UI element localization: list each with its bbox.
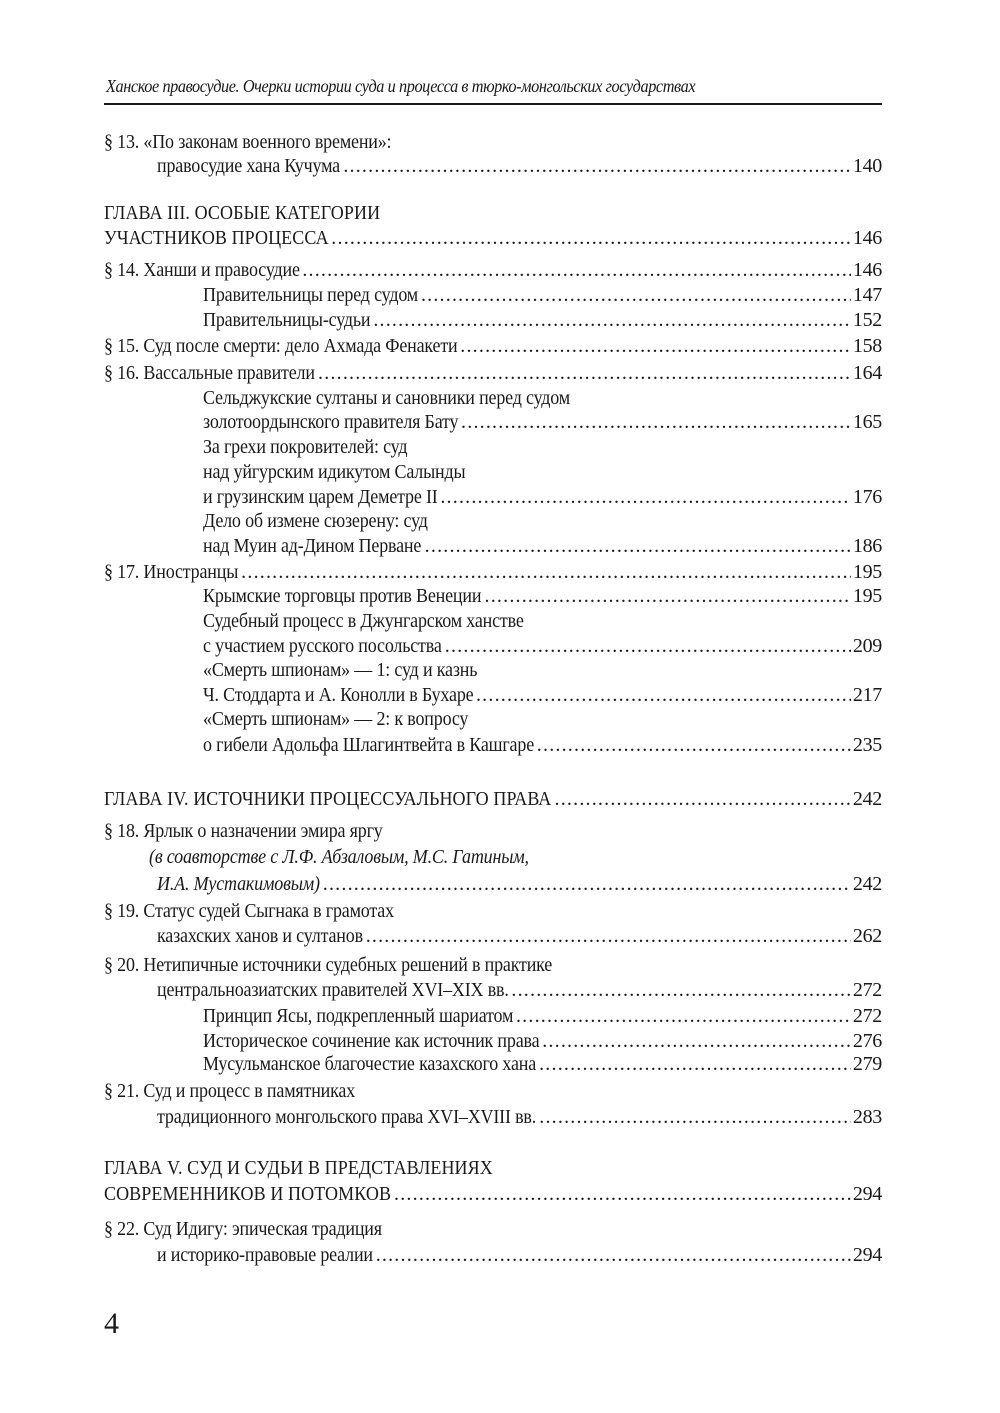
page-ref: 294 [852, 1183, 882, 1205]
page-ref: 272 [852, 979, 882, 1001]
page-ref: 186 [852, 535, 882, 557]
dot-leader [460, 334, 851, 358]
dot-leader [373, 308, 851, 332]
toc-entry-title: над Муин ад-Дином Перване [203, 535, 422, 557]
toc-entry-title: Судебный процесс в Джунгарском ханстве [203, 610, 524, 632]
chapter-title: ГЛАВА IV. ИСТОЧНИКИ ПРОЦЕССУАЛЬНОГО ПРАВА [104, 788, 552, 810]
toc-entry-title: «Смерть шпионам» — 2: к вопросу [203, 708, 469, 730]
toc-entry-title: Принцип Ясы, подкрепленный шариатом [203, 1005, 514, 1027]
page-ref: 209 [852, 635, 882, 657]
toc-entry-title: и историко-правовые реалии [157, 1244, 373, 1266]
dot-leader [485, 584, 851, 608]
page-number: 4 [104, 1307, 119, 1340]
page-ref: 217 [852, 684, 882, 706]
dot-leader [476, 683, 851, 707]
page-ref: 146 [852, 259, 882, 281]
toc-entry-title: § 17. Иностранцы [104, 561, 239, 583]
page-ref: 235 [852, 734, 882, 756]
dot-leader [425, 534, 851, 558]
toc-entry-title: Правительницы перед судом [203, 284, 419, 306]
dot-leader [555, 787, 851, 811]
toc-entry-title: Сельджукские султаны и сановники перед судом [203, 387, 570, 409]
dot-leader [445, 634, 851, 658]
dot-leader [302, 258, 851, 282]
toc-entry-title: § 16. Вассальные правители [104, 362, 315, 384]
page-ref: 165 [852, 411, 882, 433]
toc-entry-title: казахских ханов и султанов [157, 925, 363, 947]
chapter-title: ГЛАВА III. ОСОБЫЕ КАТЕГОРИИ [104, 202, 381, 224]
page-ref: 262 [852, 925, 882, 947]
toc-entry-title: Мусульманское благочестие казахского хана [203, 1053, 537, 1075]
chapter-title: ГЛАВА V. СУД И СУДЬИ В ПРЕДСТАВЛЕНИЯХ [104, 1157, 493, 1179]
page-ref: 294 [852, 1244, 882, 1266]
dot-leader [539, 1105, 851, 1129]
toc-entry-title: правосудие хана Кучума [157, 155, 340, 177]
dot-leader [461, 410, 851, 434]
toc-entry-title: о гибели Адольфа Шлагинтвейта в Кашгаре [203, 734, 535, 756]
toc-entry-title: § 20. Нетипичные источники судебных решений в практике [104, 954, 553, 976]
toc-entry-title: над уйгурским идикутом Салынды [203, 461, 466, 483]
toc-entry-title: § 19. Статус судей Сыгнака в грамотах [104, 900, 394, 922]
dot-leader [537, 733, 851, 757]
toc-entry-title: § 18. Ярлык о назначении эмира яргу [104, 820, 383, 842]
toc-entry-title: Ч. Стоддарта и А. Конолли в Бухаре [203, 684, 474, 706]
dot-leader [241, 560, 851, 584]
dot-leader [376, 1243, 851, 1267]
toc-entry-title: § 15. Суд после смерти: дело Ахмада Фенакети [104, 335, 458, 357]
toc-entry-title: Историческое сочинение как источник права [203, 1030, 540, 1052]
page-ref: 279 [852, 1053, 882, 1075]
chapter-title: УЧАСТНИКОВ ПРОЦЕССА [104, 227, 329, 249]
toc-entry-title: За грехи покровителей: суд [203, 436, 408, 458]
dot-leader [343, 154, 851, 178]
dot-leader [394, 1182, 851, 1206]
toc-entry-title: центральноазиатских правителей XVI–XIX вв. [157, 979, 509, 1001]
header-rule [104, 103, 882, 105]
page-ref: 147 [852, 284, 882, 306]
dot-leader [542, 1029, 851, 1053]
page-ref: 164 [852, 362, 882, 384]
dot-leader [323, 872, 851, 896]
dot-leader [331, 226, 851, 250]
dot-leader [539, 1052, 851, 1076]
toc-entry-title: Дело об измене сюзерену: суд [203, 510, 428, 532]
page-ref: 176 [852, 486, 882, 508]
page-ref: 272 [852, 1005, 882, 1027]
coauthors-note: И.А. Мустакимовым) [157, 873, 320, 895]
coauthors-note: (в соавторстве с Л.Ф. Абзаловым, М.С. Гатиным, [149, 846, 529, 868]
chapter-title: СОВРЕМЕННИКОВ И ПОТОМКОВ [104, 1183, 392, 1205]
page-ref: 195 [852, 561, 882, 583]
toc-entry-title: и грузинским царем Деметре II [203, 486, 438, 508]
toc-entry-title: § 14. Ханши и правосудие [104, 259, 300, 281]
dot-leader [511, 978, 850, 1002]
page-ref: 276 [852, 1030, 882, 1052]
toc-entry-title: золотоордынского правителя Бату [203, 411, 459, 433]
toc-entry-title: традиционного монгольского права XVI–XVIII вв. [157, 1106, 537, 1128]
toc-entry-title: с участием русского посольства [203, 635, 442, 657]
dot-leader [440, 485, 851, 509]
dot-leader [516, 1004, 851, 1028]
page-ref: 146 [852, 227, 882, 249]
page-ref: 283 [852, 1106, 882, 1128]
toc-entry-title: § 21. Суд и процесс в памятниках [104, 1080, 356, 1102]
page-ref: 242 [852, 873, 882, 895]
dot-leader [421, 283, 851, 307]
toc-entry-title: § 13. «По законам военного времени»: [104, 131, 392, 153]
page-ref: 140 [852, 155, 882, 177]
toc-entry-title: § 22. Суд Идигу: эпическая традиция [104, 1218, 382, 1240]
page-ref: 242 [852, 788, 882, 810]
toc-entry-title: Крымские торговцы против Венеции [203, 585, 482, 607]
page-ref: 195 [852, 585, 882, 607]
toc-entry-title: Правительницы-судьи [203, 309, 371, 331]
dot-leader [318, 361, 851, 385]
toc-entry-title: «Смерть шпионам» — 1: суд и казнь [203, 659, 478, 681]
page-ref: 158 [852, 335, 882, 357]
running-head: Ханское правосудие. Очерки истории суда и процесса в тюрко-монгольских государствах [106, 76, 696, 96]
dot-leader [366, 924, 851, 948]
page-ref: 152 [852, 309, 882, 331]
